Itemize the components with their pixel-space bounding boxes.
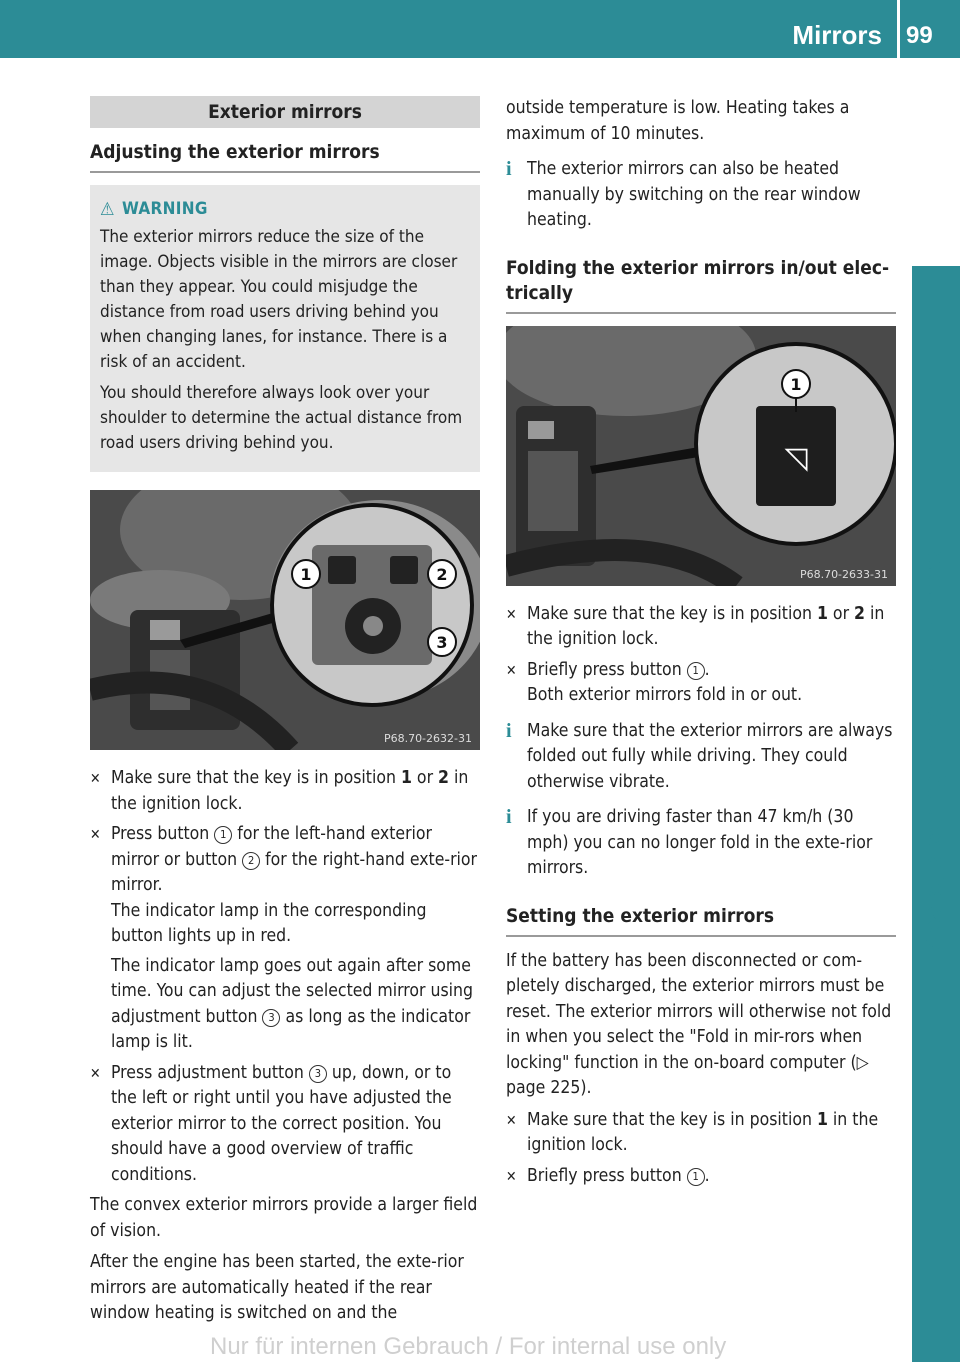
svg-text:3: 3 — [436, 633, 448, 652]
info-note: i The exterior mirrors can also be heated manually by switching on the rear window heating. — [506, 158, 861, 230]
button-number-1: 1 — [214, 826, 232, 844]
instruction-step: ✕ Make sure that the key is in position 1 or 2 in the ignition lock. — [506, 603, 885, 649]
instruction-step: ✕ Make sure that the key is in position 1 or 2 in the ignition lock. — [90, 768, 469, 814]
step-arrow-icon: ✕ — [506, 662, 517, 679]
info-icon: i — [506, 806, 512, 828]
warning-icon: ⚠ — [100, 199, 115, 220]
body-paragraph: The convex exterior mirrors provide a larger field of vision. — [90, 1195, 478, 1241]
instruction-step: ✕ Make sure that the key is in position 1 in the ignition lock. — [506, 1109, 879, 1155]
svg-text:◹: ◹ — [784, 440, 808, 476]
body-paragraph: outside temperature is low. Heating takes a maximum of 10 minutes. — [506, 98, 850, 144]
button-number-3: 3 — [262, 1009, 280, 1027]
subheading-folding: Folding the exterior mirrors in/out elec-trically — [506, 244, 896, 314]
header-section-title: Mirrors — [792, 20, 882, 50]
button-number-1: 1 — [687, 1168, 705, 1186]
body-paragraph: After the engine has been started, the exte-rior mirrors are automatically heated if the rear window heating is switched on and the — [90, 1252, 464, 1323]
subheading-adjusting: Adjusting the exterior mirrors — [90, 128, 480, 173]
section-title: Exterior mirrors — [90, 96, 480, 128]
svg-text:1: 1 — [790, 374, 802, 394]
left-column — [90, 96, 480, 1333]
instruction-step: ✕ Press adjustment button 3 up, down, or to the left or right until you have adjusted the exterior mirror to the correct position. You should have a good overview of traffic conditions. — [90, 1062, 452, 1185]
header-divider — [897, 0, 900, 58]
instruction-step: ✕ Press button 1 for the left-hand exterior mirror or button 2 for the right-hand exte-rior mirror. The indicator lamp in the corresponding button lights up in red. The indicator lamp goes out again after some time. You can adjust the selected mirror using adjustment button 3 as long as the indicator lamp is lit. — [90, 824, 478, 1052]
photo-code: P68.70-2633-31 — [799, 567, 888, 581]
button-number-2: 2 — [242, 852, 260, 870]
info-note: i Make sure that the exterior mirrors are always folded out fully while driving. They could otherwise vibrate. — [506, 719, 893, 792]
button-number-1: 1 — [687, 662, 705, 680]
subheading-setting: Setting the exterior mirrors — [506, 892, 896, 937]
mirror-fold-photo — [506, 326, 896, 586]
button-number-3: 3 — [309, 1065, 327, 1083]
info-icon: i — [506, 719, 512, 742]
warning-title: ⚠ WARNING — [100, 199, 208, 220]
warning-text: The exterior mirrors reduce the size of the image. Objects visible in the mirrors are closer than they appear. You could misjudge the distance from road users driving behind you when changing lanes, for instance. There is a risk of an accident. — [100, 227, 458, 372]
footer-watermark: Nur für internen Gebrauch / For internal use only — [210, 1333, 727, 1360]
step-arrow-icon: ✕ — [506, 606, 517, 623]
svg-text:1: 1 — [300, 565, 312, 584]
page-number: 99 — [906, 22, 933, 49]
info-note: i If you are driving faster than 47 km/h (30 mph) you can no longer fold in the exte-rior mirrors. — [506, 806, 873, 878]
mirror-adjust-photo — [90, 490, 480, 750]
instruction-step: ✕ Briefly press button 1 . — [506, 1164, 896, 1190]
warning-box — [90, 185, 480, 472]
instruction-step: ✕ Briefly press button 1 . Both exterior mirrors fold in or out. — [506, 659, 803, 705]
step-arrow-icon: ✕ — [90, 827, 101, 843]
step-arrow-icon: ✕ — [90, 771, 101, 787]
warning-text: You should therefore always look over your shoulder to determine the actual distance from road users driving behind you. — [100, 383, 463, 453]
body-paragraph: If the battery has been disconnected or com-pletely discharged, the exterior mirrors must be reset. The exterior mirrors will otherwise not fold in when you select the "Fold in mir-rors when locking" function in the on-board computer (▷ page 225). — [506, 950, 892, 1098]
photo-code: P68.70-2632-31 — [383, 732, 472, 745]
step-arrow-icon: ✕ — [506, 1112, 517, 1129]
svg-text:2: 2 — [436, 565, 448, 584]
step-arrow-icon: ✕ — [506, 1168, 517, 1185]
right-column — [506, 96, 896, 1194]
step-arrow-icon: ✕ — [90, 1065, 101, 1082]
info-icon: i — [506, 158, 512, 180]
chapter-title: Seats, steering wheel and mirrors — [919, 549, 948, 951]
